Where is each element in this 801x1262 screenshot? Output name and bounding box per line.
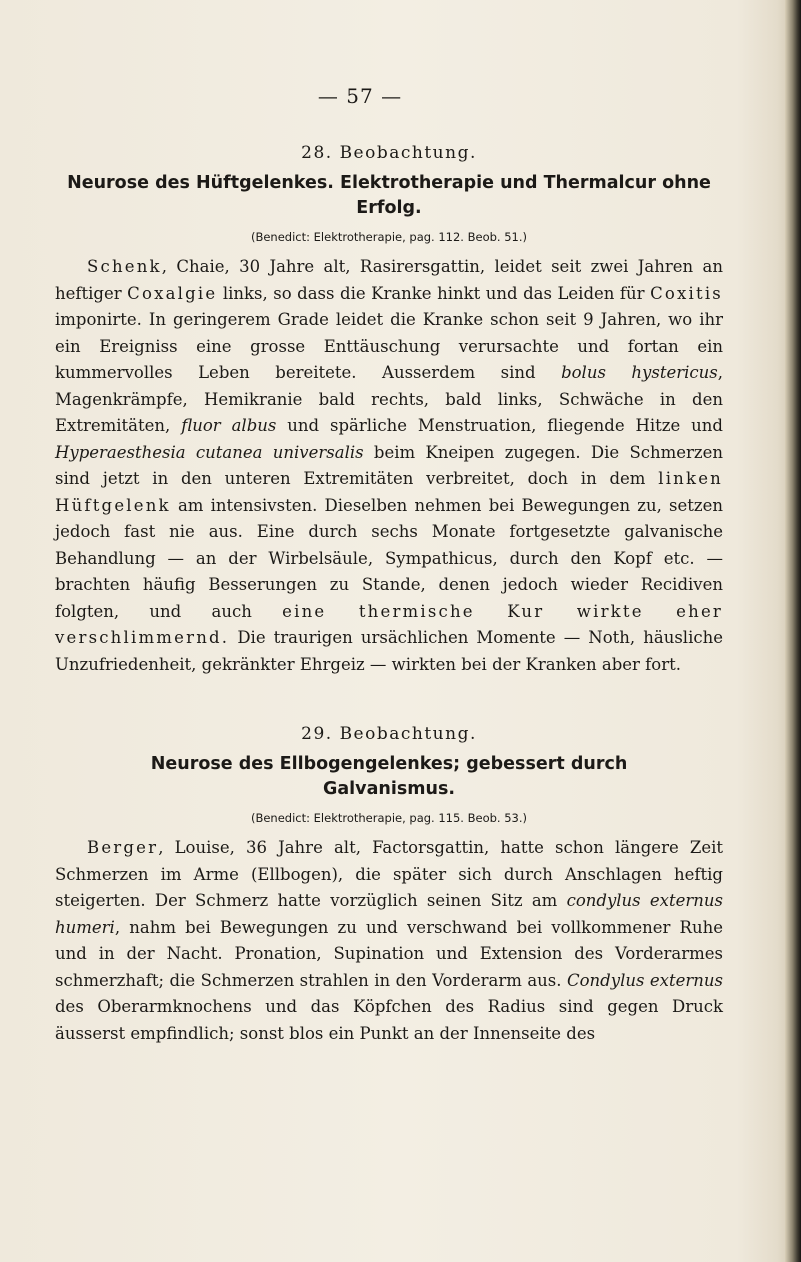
latin-term: Hyperaesthesia cutanea universalis [55,442,364,462]
page-edge-shadow [785,0,801,1262]
observation-title: Neurose des Hüftgelenkes. Elektrotherapie und Thermalcur ohne Erfolg. [67,173,711,218]
latin-term: condylus externus humeri [55,891,723,937]
reference-citation: (Benedict: Elektrotherapie, pag. 112. Beob. 51.) [250,230,528,244]
case-paragraph: Schenk, Chaie, 30 Jahre alt, Rasirersgattin, leidet seit zwei Jahren an heftiger Coxalgie links, so dass die Kranke hinkt und das Leiden für Coxitis imponirte. In geringerem Grade leidet die Kranke schon seit 9 Jahren, wo ihr ein Ereigniss eine grosse Enttäuschung verursachte und fortan ein kummervolles Leben bereitete. Ausserdem sind bolus hystericus, Magenkrämpfe, Hemikranie bald rechts, bald links, Schwäche in den Extremitäten, fluor albus und spärliche Menstruation, fliegende Hitze und Hyperaesthesia cutanea universalis beim Kneipen zugegen. Die Schmerzen sind jetzt in den unteren Extremitäten verbreitet, doch in dem linken Hüftgelenk am intensivsten. Dieselben nehmen bei Bewegungen zu, setzen jedoch fast nie aus. Eine durch sechs Monate fortgesetzte galvanische Behandlung — an der Wirbelsäule, Sympathicus, durch den Kopf etc. — brachten häufig Besserungen zu Stande, denen jedoch wieder Recidiven folgten, und auch eine thermische Kur wirkte eher verschlimmernd. Die traurigen ursächlichen Momente — Noth, häusliche Unzufriedenheit, gekränkter Ehrgeiz — wirkten bei der Kranken aber fort. [55,257,724,674]
emphasis-term: Coxalgie [127,283,218,303]
observation-heading: 28. Beobachtung. [301,143,477,163]
emphasis-term: eine thermische Kur wirkte eher verschlimmernd. [55,601,723,647]
patient-name: Berger [87,838,159,857]
latin-term: fluor albus [181,416,277,435]
patient-name: Schenk [87,257,162,276]
observation-28 [55,143,723,678]
observation-heading: 29. Beobachtung. [301,724,477,744]
emphasis-term: linken Hüftgelenk [55,469,723,515]
observation-title: Neurose des Ellbogengelenkes; gebessert durch Galvanismus. [150,754,628,799]
emphasis-term: Coxitis [650,283,723,303]
latin-term: bolus hystericus [561,363,718,382]
page-number: — 57 — [317,84,403,108]
reference-citation: (Benedict: Elektrotherapie, pag. 115. Beob. 53.) [250,811,528,825]
latin-term: Condylus externus [567,970,723,990]
case-paragraph: Berger, Louise, 36 Jahre alt, Factorsgattin, hatte schon längere Zeit Schmerzen im Arme (Ellbogen), die später sich durch Anschlagen heftig steigerten. Der Schmerz hatte vorzüglich seinen Sitz am condylus externus humeri, nahm bei Bewegungen zu und verschwand bei vollkommener Ruhe und in der Nacht. Pronation, Supination und Extension des Vorderarmes schmerzhaft; die Schmerzen strahlen in den Vorderarm aus. Condylus externus des Oberarmknochens und das Köpfchen des Radius sind gegen Druck äusserst empfindlich; sonst blos ein Punkt an der Innenseite des [55,838,723,1043]
observation-29 [55,724,723,1047]
